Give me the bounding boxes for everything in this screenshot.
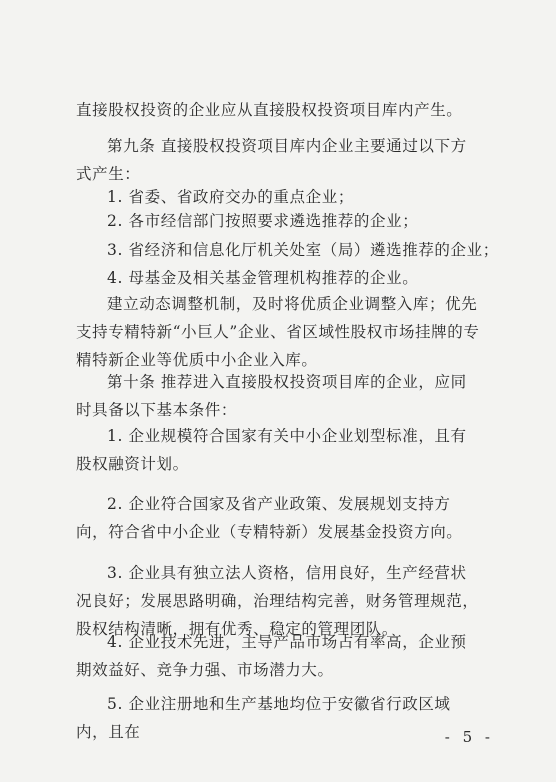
list-item: 4. 企业技术先进，主导产品市场占有率高，企业预期效益好、竞争力强、市场潜力大。 xyxy=(76,633,467,679)
list-item: 2. 企业符合国家及省产业政策、发展规划支持方向，符合省中小企业（专精特新）发展基金投资方向。 xyxy=(76,495,463,541)
page-number: - 5 - xyxy=(444,728,494,746)
article-9: 第九条 直接股权投资项目库内企业主要通过以下方式产生： xyxy=(76,137,467,183)
paragraph-dynamic-adjustment: 建立动态调整机制，及时将优质企业调整入库；优先支持专精特新“小巨人”企业、省区域性股权市场挂牌的专精特新企业等优质中小企业入库。 xyxy=(76,295,480,369)
list-item: 2. 各市经信部门按照要求遴选推荐的企业； xyxy=(107,212,419,230)
list-item: 5. 企业注册地和生产基地均位于安徽省行政区域内，且在 xyxy=(76,695,451,741)
list-item: 4. 母基金及相关基金管理机构推荐的企业。 xyxy=(107,269,419,287)
list-item: 1. 企业规模符合国家有关中小企业划型标准，且有股权融资计划。 xyxy=(76,427,467,473)
list-item: 3. 企业具有独立法人资格，信用良好，生产经营状况良好；发展思路明确，治理结构完善，财务管理规范，股权结构清晰，拥有优秀、稳定的管理团队。 xyxy=(76,564,479,638)
article-10: 第十条 推荐进入直接股权投资项目库的企业，应同时具备以下基本条件： xyxy=(76,373,467,419)
paragraph-intro: 直接股权投资的企业应从直接股权投资项目库内产生。 xyxy=(76,101,463,119)
list-item: 3. 省经济和信息化厅机关处室（局）遴选推荐的企业； xyxy=(107,241,499,259)
list-item: 1. 省委、省政府交办的重点企业； xyxy=(107,188,354,206)
